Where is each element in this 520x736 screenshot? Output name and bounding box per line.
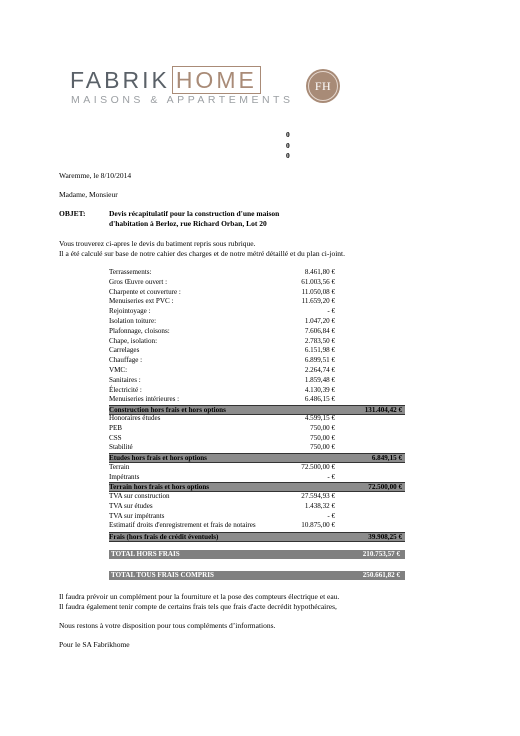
line-item-amount: 2.783,50 €: [304, 336, 335, 345]
studies-total-label: Etudes hors frais et hors options: [109, 454, 207, 462]
line-item-row: [109, 492, 405, 500]
total-excl-fees-amount: 210.753,57 €: [362, 550, 400, 558]
line-item-row: [109, 288, 405, 296]
studies-total-amount: 6.849,15 €: [371, 454, 402, 462]
line-item-amount: 61.003,56 €: [301, 277, 335, 286]
line-item-amount: - €: [327, 307, 335, 316]
line-item-amount: 6.486,15 €: [304, 395, 335, 404]
company-logo: [70, 67, 261, 94]
studies-total-row: [109, 453, 405, 463]
line-item-row: [109, 317, 405, 325]
line-item-label: Honoraires études: [109, 414, 161, 422]
logo-name-right: HOME: [172, 66, 261, 94]
line-item-label: Gros Œuvre ouvert :: [109, 277, 168, 286]
line-item-amount: 750,00 €: [310, 443, 335, 452]
line-item-label: TVA sur études: [109, 501, 153, 510]
line-item-amount: 6.899,51 €: [304, 356, 335, 365]
line-item-label: TVA sur construction: [109, 492, 170, 500]
line-item-amount: 2.264,74 €: [304, 366, 335, 374]
line-item-amount: 10.875,00 €: [301, 521, 335, 530]
logo-monogram: FH: [308, 71, 338, 101]
address-line-2: 0: [286, 141, 290, 150]
date-line: Waremme, le 8/10/2014: [59, 171, 132, 180]
signature-line: Pour le SA Fabrikhome: [59, 640, 130, 649]
line-item-amount: 4.599,15 €: [304, 414, 335, 422]
fees-total-row: [109, 532, 405, 542]
line-item-row: [109, 473, 405, 481]
line-item-label: TVA sur impétrants: [109, 511, 165, 520]
logo-monogram-seal: [306, 69, 340, 103]
line-item-label: Menuiseries ext PVC :: [109, 297, 174, 306]
fees-total-amount: 39.908,25 €: [368, 533, 402, 541]
land-total-label: Terrain hors frais et hors options: [109, 483, 210, 491]
line-item-label: Électricité :: [109, 385, 142, 394]
note-line-2: Il faudra également tenir compte de certains frais tels que frais d'acte decrédit hypothécaires,: [59, 602, 337, 611]
note-line-1: Il faudra prévoir un complément pour la fourniture et la pose des compteurs électrique et eau.: [59, 592, 340, 601]
line-item-amount: 8.461,80 €: [304, 268, 335, 276]
address-line-1: 0: [286, 130, 290, 139]
line-item-row: [109, 268, 405, 276]
line-item-row: [109, 414, 405, 422]
line-item-row: [109, 278, 405, 286]
line-item-amount: 72.500,00 €: [301, 463, 335, 471]
line-item-label: Chape, isolation:: [109, 336, 158, 345]
total-all-fees-label: TOTAL TOUS FRAIS COMPRIS: [111, 571, 214, 579]
line-item-row: [109, 521, 405, 529]
line-item-row: [109, 366, 405, 374]
line-item-label: VMC:: [109, 366, 128, 374]
address-line-3: 0: [286, 151, 290, 160]
intro-line-2: Il a été calculé sur base de notre cahier des charges et de notre métré détaillé et du plan ci-joint.: [59, 249, 345, 258]
total-excl-fees-label: TOTAL HORS FRAIS: [111, 550, 180, 558]
subject-line-1: Devis récapitulatif pour la construction d'une maison: [109, 209, 280, 218]
line-item-amount: - €: [327, 511, 335, 520]
line-item-label: Menuiseries intérieures :: [109, 395, 180, 404]
fees-total-label: Frais (hors frais de crédit éventuels): [109, 533, 219, 541]
line-item-label: Stabilité: [109, 443, 133, 452]
total-all-fees-row: [109, 571, 405, 580]
line-item-amount: - €: [327, 473, 335, 481]
line-item-row: [109, 307, 405, 315]
logo-tagline: MAISONS & APPARTEMENTS: [71, 94, 294, 106]
line-item-label: Terrassements:: [109, 268, 152, 276]
line-item-label: Isolation toiture:: [109, 317, 157, 325]
line-item-amount: 27.594,93 €: [301, 492, 335, 500]
line-item-amount: 4.130,39 €: [304, 385, 335, 394]
land-total-row: [109, 482, 405, 492]
line-item-row: [109, 424, 405, 432]
line-item-label: Chauffage :: [109, 356, 143, 365]
line-item-label: Plafonnage, cloisons:: [109, 326, 170, 335]
construction-total-amount: 131.404,42 €: [364, 406, 402, 414]
line-item-label: Estimatif droits d'enregistrement et frais de notaires: [109, 521, 256, 530]
line-item-row: [109, 376, 405, 384]
closing-line: Nous restons à votre disposition pour tous compléments d’informations.: [59, 621, 276, 630]
construction-total-label: Construction hors frais et hors options: [109, 406, 226, 414]
line-item-row: [109, 327, 405, 335]
line-item-amount: 11.659,20 €: [301, 297, 335, 306]
line-item-label: Sanitaires :: [109, 375, 141, 384]
line-item-label: Rejointoyage :: [109, 307, 151, 316]
line-item-amount: 1.047,20 €: [304, 317, 335, 325]
line-item-row: [109, 386, 405, 394]
total-excl-fees-row: [109, 550, 405, 559]
line-item-label: Charpente et couverture :: [109, 287, 181, 296]
line-item-row: [109, 443, 405, 451]
line-item-row: [109, 502, 405, 510]
line-item-label: CSS: [109, 433, 122, 442]
line-item-amount: 750,00 €: [310, 433, 335, 442]
line-item-row: [109, 512, 405, 520]
intro-line-1: Vous trouverez ci-apres le devis du batiment repris sous rubrique.: [59, 239, 256, 248]
line-item-amount: 7.606,84 €: [304, 326, 335, 335]
line-item-amount: 1.438,32 €: [304, 501, 335, 510]
line-item-label: Impétrants: [109, 473, 140, 481]
line-item-row: [109, 356, 405, 364]
line-item-amount: 6.151,98 €: [304, 346, 335, 355]
line-item-label: Terrain: [109, 463, 130, 471]
line-item-label: PEB: [109, 423, 123, 432]
line-item-row: [109, 395, 405, 403]
land-total-amount: 72.500,00 €: [368, 483, 402, 491]
logo-name-left: FABRIK: [70, 67, 170, 93]
line-item-amount: 1.859,48 €: [304, 375, 335, 384]
subject-line-2: d'habitation à Berloz, rue Richard Orban, Lot 20: [109, 219, 267, 228]
salutation: Madame, Monsieur: [59, 190, 118, 199]
line-item-row: [109, 297, 405, 305]
subject-label: OBJET:: [59, 209, 86, 218]
line-item-row: [109, 434, 405, 442]
line-item-row: [109, 346, 405, 354]
line-item-row: [109, 337, 405, 345]
line-item-row: [109, 463, 405, 471]
line-item-label: Carrelages: [109, 346, 140, 355]
line-item-amount: 11.050,08 €: [301, 287, 335, 296]
line-item-amount: 750,00 €: [310, 423, 335, 432]
total-all-fees-amount: 250.661,82 €: [362, 571, 400, 579]
